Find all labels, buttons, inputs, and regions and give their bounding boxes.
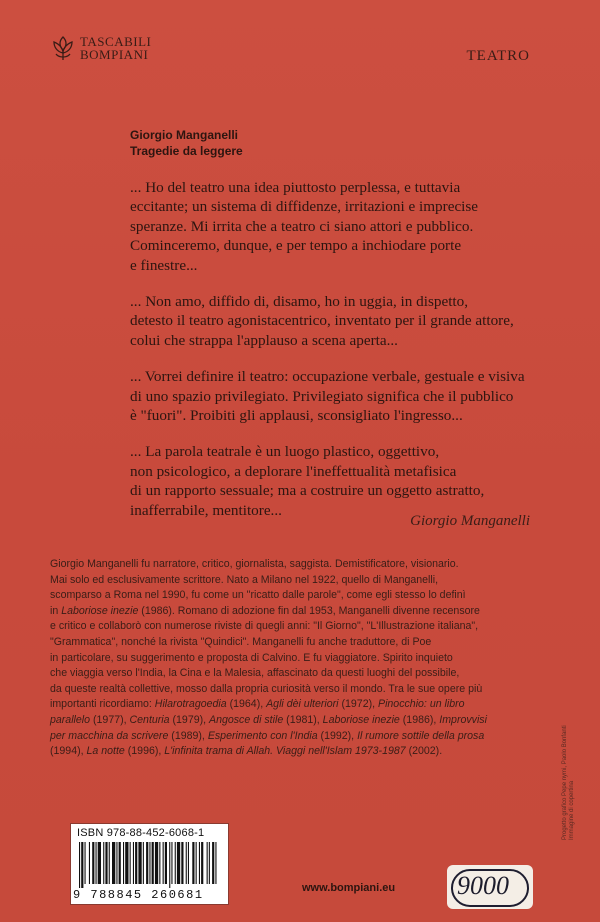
barcode-bar [89,842,90,884]
bio-line [50,604,550,620]
bio-work-title: Laboriose inezie [322,713,400,726]
barcode-bar [96,842,97,884]
bio-line [50,744,550,760]
quote-paragraph [130,178,540,275]
barcode-bar [171,842,172,884]
quote-line: ... Vorrei definire il teatro: occupazione verbale, gestuale e visiva [130,368,525,386]
bio-work-title: Improvvisi [439,713,487,726]
series-label: TEATRO [466,48,530,64]
quote-line: Cominceremo, dunque, e per tempo a inchiodare porte [130,237,462,255]
barcode-bar [81,842,83,888]
bio-text: Mai solo ed esclusivamente scrittore. Nato a Milano nel 1922, quello di Manganelli, [50,573,439,586]
quote-line: di un rapporto sessuale; ma a costruire un oggetto astratto, [130,482,485,500]
quote-line: ... La parola teatrale è un luogo plastico, oggettivo, [130,443,440,461]
price-sticker [447,865,533,909]
barcode-bar [125,842,128,884]
bio-text: (1994), [50,745,87,758]
bio-work-title: Hilarotragoedia [154,698,227,711]
bio-work-title: Pinocchio: un libro [378,698,465,711]
quote-paragraph [130,367,540,425]
bio-text: (1989), [168,729,208,742]
bio-work-title: Centuria [129,713,170,726]
barcode-bar [192,842,194,884]
bio-line [50,557,550,573]
bio-text: (1986), [399,713,440,726]
price-handwritten: 9000 [457,871,509,900]
bio-text: (1986). Romano di adozione fin dal 1953, Manganelli divenne recensore [138,604,480,617]
barcode-bar [155,842,158,884]
quote-line: eccitante; un sistema di diffidenze, irritazioni e imprecise [130,198,479,216]
bio-work-title: Angosce di stile [209,713,284,726]
publisher-line-2: BOMPIANI [80,47,149,62]
bio-line [50,619,550,635]
barcode-bar [79,842,80,888]
barcode-bar [163,842,164,884]
quote-paragraph [130,442,540,520]
bio-text: "Grammatica", nonché la rivista "Quindici". Manganelli fu anche traduttore, di Poe [50,635,432,648]
bio-line [50,588,550,604]
barcode-bar [98,842,101,884]
barcode-bar [112,842,115,884]
bio-text: (2002). [405,745,443,758]
quote-line: colui che strappa l'applauso a scena aperta... [130,331,398,349]
quote-line: speranze. Mi irrita che a teatro ci siano attori e pubblico. [130,217,474,235]
bio-text: (1972), [338,698,378,711]
barcode-bar [188,842,189,884]
bio-text: in particolare, su suggerimento e proposta di Calvino. E fu viaggiatore. Spirito inquieto [50,651,453,664]
barcode-bar [175,842,176,884]
barcode-bar [135,842,137,884]
barcode-bar [119,842,121,884]
quote-line: è "fuori". Proibiti gli applausi, sconsigliato l'ingresso... [130,407,463,425]
barcode-bar [105,842,107,884]
bio-line [50,573,550,589]
bio-text: (1996), [124,745,165,758]
quote-line: detesto il teatro agonistacentrico, inventato per il grande attore, [130,312,514,330]
bio-text: Giorgio Manganelli fu narratore, critico, giornalista, saggista. Demistificatore, visionario. [50,558,459,570]
barcode-bar [116,842,117,884]
barcode-bars [79,842,219,888]
barcode-bar [165,842,167,884]
bio-text: (1981), [283,713,323,726]
barcode-bar [169,842,170,888]
book-title: Tragedie da leggere [130,144,243,158]
quote-line: di uno spazio privilegiato. Privilegiato significa che il pubblico [130,387,514,405]
barcode-bar [85,842,86,884]
flower-icon [50,34,76,62]
bio-work-title: Il rumore sottile della prosa [357,729,485,742]
barcode-bar [199,842,200,884]
bio-text: e critico e collaborò con numerose riviste di quegli anni: "Il Giorno", "L'Illustrazione italiana", [50,620,479,633]
bio-text: (1964), [226,698,267,711]
publisher-logo [50,34,151,62]
barcode-bar [159,842,160,884]
bio-line [50,713,550,729]
publisher-line-1: TASCABILI [80,34,152,49]
bio-work-title: parallelo [50,713,91,726]
quote-line: non psicologico, a deplorare l'ineffettualità metafisica [130,462,457,480]
bio-line [50,651,550,667]
barcode-bar [177,842,180,884]
barcode-bar [196,842,197,884]
barcode-bar [181,842,183,884]
barcode-bar [92,842,94,884]
bio-work-title: L'infinita trama di Allah. Viaggi nell'Islam 1973-1987 [164,745,406,758]
bio-text: che viaggia verso l'India, la Cina e la Malesia, affascinato da questi luoghi del possibile, [50,667,460,680]
bio-text: (1977), [90,713,130,726]
bio-text: (1979), [169,713,210,726]
quote-line: ... Ho del teatro una idea piuttosto perplessa, e tuttavia [130,179,461,196]
barcode-bar [146,842,148,884]
barcode-bar [212,842,214,884]
barcode-bar [215,842,216,884]
bio-text: in [50,604,62,617]
barcode-bar [133,842,134,884]
barcode-bar [143,842,144,884]
bio-line [50,635,550,651]
publisher-name [80,35,151,61]
bio-text: scomparso a Roma nel 1990, fu come un "ricatto dalle parole", come egli stesso lo definì [50,589,466,602]
barcode-bar [130,842,131,884]
credit-line: Progetto grafico Pepe nymi, Paolo Bonfanti [562,725,568,840]
author-biography [50,557,550,760]
book-author: Giorgio Manganelli [130,128,239,142]
ean-number: 9 788845 260681 [73,888,204,902]
credit-line: Immagine di copertina [569,780,575,840]
quote-line: e finestre... [130,256,198,274]
quote-line: inafferrabile, mentitore... [130,501,282,519]
bio-line [50,666,550,682]
isbn-text: ISBN 978-88-452-6068-1 [77,827,205,839]
barcode-bar [109,842,110,884]
cover-credits [562,725,576,840]
publisher-website[interactable]: www.bompiani.eu [302,882,396,894]
bio-work-title: La notte [86,745,125,758]
barcode-bar [138,842,141,884]
barcode-bar [103,842,104,884]
bio-work-title: Esperimento con l'India [207,729,318,742]
quote-signature: Giorgio Manganelli [410,513,530,529]
bio-line [50,682,550,698]
bio-text: importanti ricordiamo: [50,698,155,711]
barcode-bar [123,842,124,884]
quotes-block [130,178,540,537]
bio-text: da queste realtà collettive, mosso dalla propria curiosità verso il mondo. Tra le sue opere più [50,682,483,695]
barcode-bar [207,842,208,884]
barcode-bar [209,842,210,884]
barcode-bar [149,842,150,884]
barcode-bar [186,842,187,884]
barcode [70,823,229,905]
barcode-bar [152,842,154,884]
bio-line [50,729,550,745]
bio-work-title: per macchina da scrivere [50,729,169,742]
bio-work-title: Laboriose inezie [61,604,139,617]
bio-text: (1992), [317,729,358,742]
bio-line [50,697,550,713]
quote-paragraph [130,292,540,350]
quote-line: ... Non amo, diffido di, disamo, ho in uggia, in dispetto, [130,293,469,311]
bio-work-title: Agli dèi ulteriori [266,698,339,711]
barcode-bar [201,842,203,884]
